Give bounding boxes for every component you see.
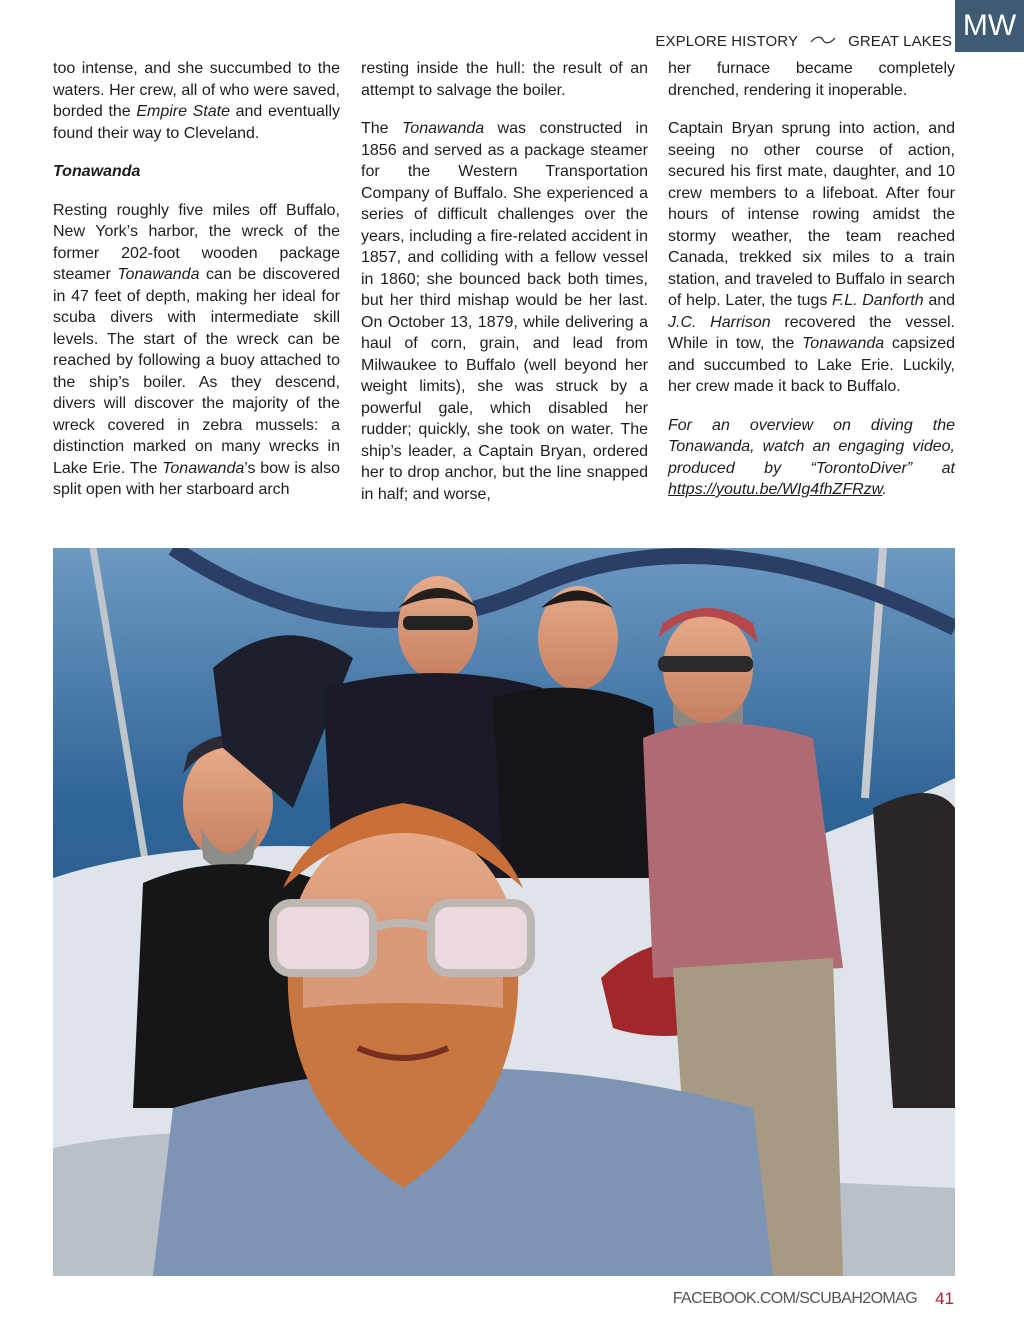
paragraph: Captain Bryan sprung into action, and seeing no other course of action, secured his first mate, daughter, and 10 crew members to a lifeboat. After four hours of intense rowing amidst the stormy weather, the team reached Canada, trekked six miles to a train station, and traveled to Buffalo in search of help. Later, the tugs F.L. Danforth and J.C. Harrison recovered the vessel. While in tow, the Tonawanda capsized and succumbed to Lake Erie. Luckily, her crew made it back to Buffalo. <box>668 120 956 395</box>
tug-name: J.C. Harrison <box>668 313 771 331</box>
running-header <box>600 30 952 52</box>
page-footer <box>673 1288 954 1310</box>
paragraph: her furnace became completely drenched, rendering it inoperable. <box>668 60 955 99</box>
paragraph: The Tonawanda was constructed in 1856 and served as a package steamer for the Western Transportation Company of Buffalo. She experienced a series of difficult challenges over the years, including a fire-related accident in 1857, and colliding with a fellow vessel in 1860; she bounced back both times, but her third mishap would be her last. On October 13, 1879, while delivering a haul of corn, grain, and lead from Milwaukee to Buffalo (well beyond her weight limits), she was struck by a powerful gale, which disabled her rudder; quickly, she took on water. The ship’s leader, a Captain Bryan, ordered her to drop anchor, but the line snapped in half; and worse, <box>361 120 648 503</box>
ship-name: Tonawanda <box>162 459 245 477</box>
text-column-3 <box>668 58 955 518</box>
video-link[interactable]: https://youtu.be/WIg4fhZFRzw <box>668 481 883 498</box>
facebook-url[interactable]: FACEBOOK.COM/SCUBAH2OMAG <box>672 1290 918 1307</box>
paragraph: Resting roughly five miles off Buffalo, New York’s harbor, the wreck of the former 202-foot wooden package steamer Tonawanda can be discovered in 47 feet of depth, making her ideal for scuba divers with intermediate skill levels. The start of the wreck can be reached by following a buoy attached to the ship’s boiler. As they descend, divers will discover the majority of the wreck covered in zebra mussels: a distinction marked on many wrecks in Lake Erie. The Tonawanda’s bow is also split open with her starboard arch <box>53 201 340 498</box>
ship-name: Tonawanda <box>801 335 885 352</box>
section-label: EXPLORE HISTORY <box>655 32 799 50</box>
ship-name: Tonawanda <box>401 120 485 137</box>
divers-on-boat-photo <box>53 548 955 1276</box>
text-column-1 <box>53 58 340 518</box>
page-number: 41 <box>935 1289 954 1308</box>
tug-name: F.L. Danforth <box>832 292 924 309</box>
paragraph: resting inside the hull: the result of an attempt to salvage the boiler. <box>361 60 648 99</box>
subheading: Tonawanda <box>53 163 141 180</box>
tilde-divider-icon <box>810 33 836 50</box>
ship-name: Empire State <box>136 103 230 120</box>
section-tab: MW <box>955 0 1024 52</box>
video-note: For an overview on diving the Tonawanda, watch an engaging video, produced by “TorontoDiver” at https://youtu.be/WIg4fhZFRzw. <box>668 416 955 498</box>
ship-name: Tonawanda <box>117 266 200 283</box>
topic-label: GREAT LAKES <box>848 32 952 50</box>
group-photo <box>53 548 955 1276</box>
text-column-2 <box>361 58 648 522</box>
paragraph: too intense, and she succumbed to the waters. Her crew, all of who were saved, borded the Empire State and eventually found their way to Cleveland. <box>53 60 341 142</box>
